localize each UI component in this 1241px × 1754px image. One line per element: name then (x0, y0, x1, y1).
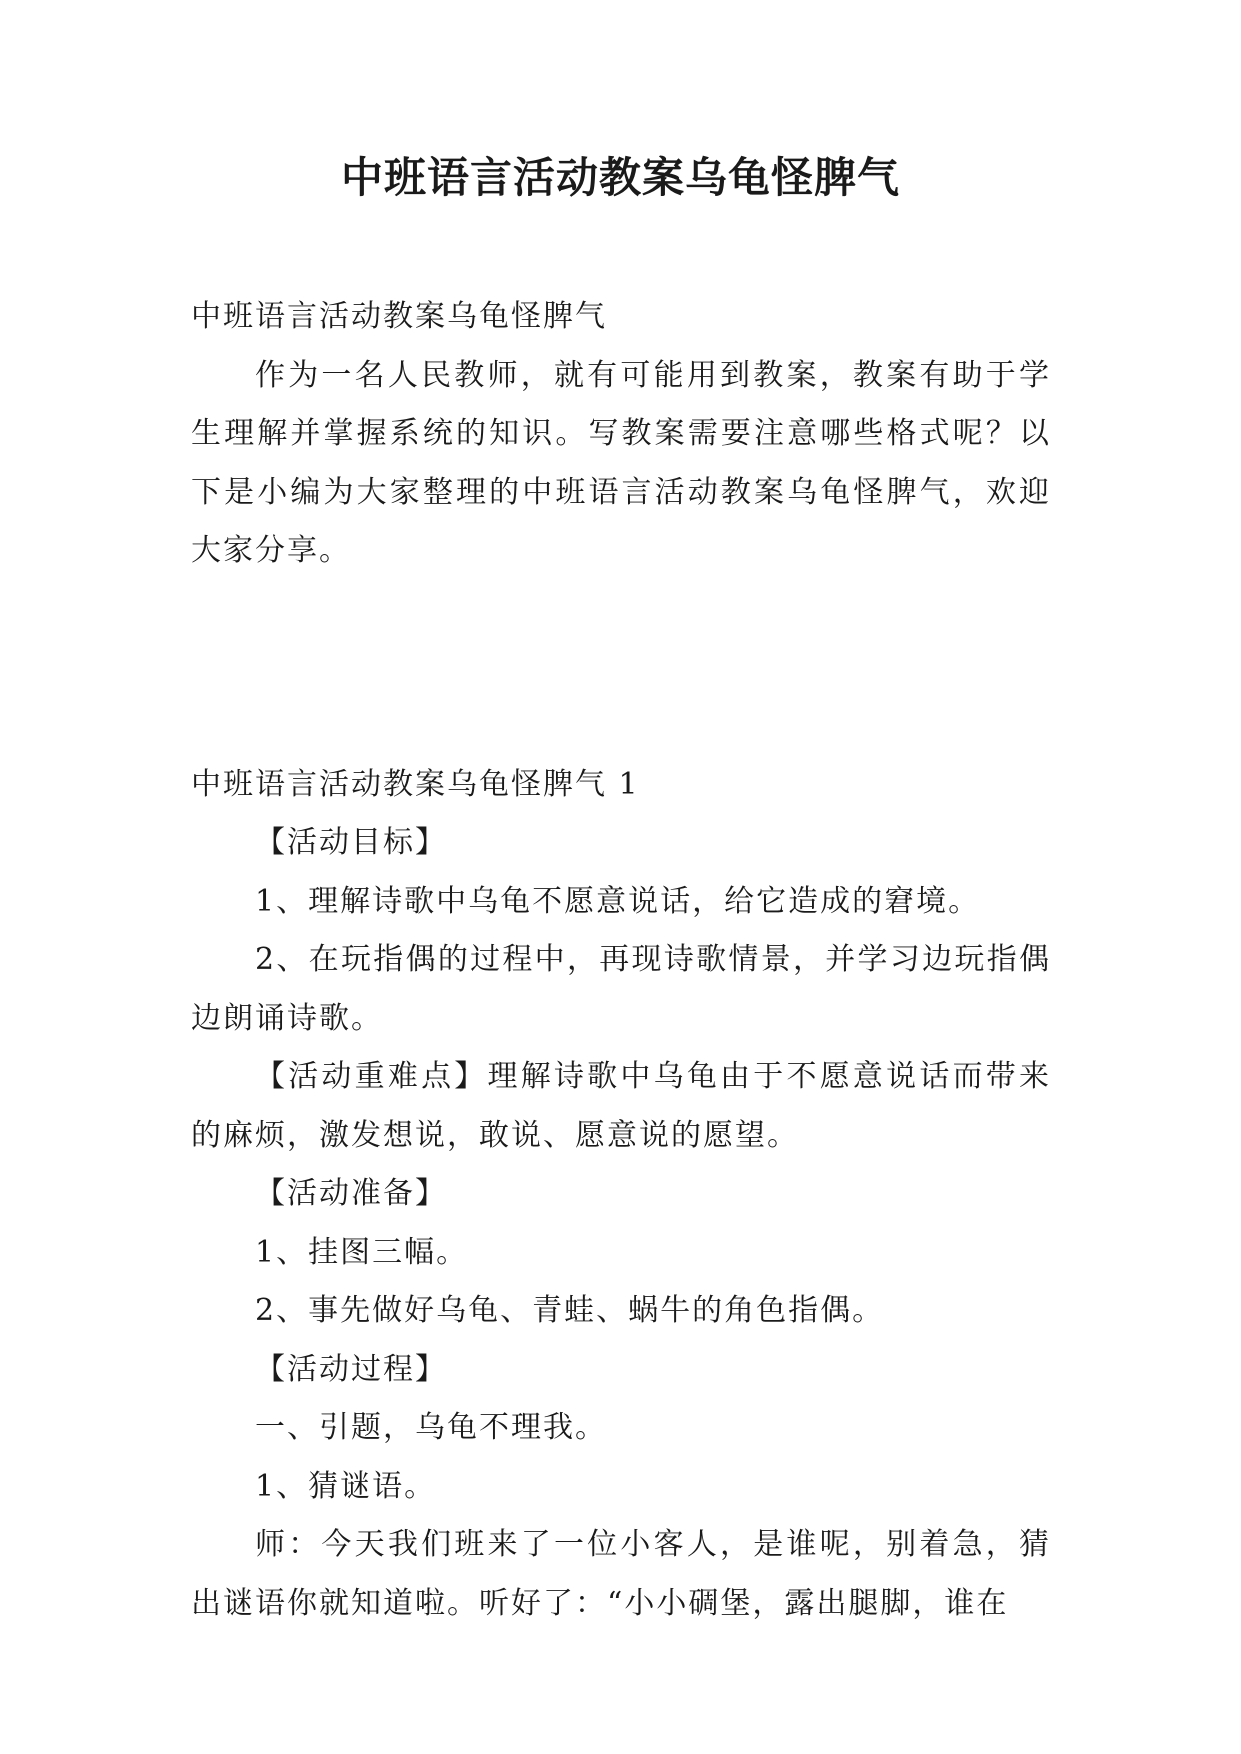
goal-item-1: 1、理解诗歌中乌龟不愿意说话，给它造成的窘境。 (255, 883, 981, 919)
document-subtitle: 中班语言活动教案乌龟怪脾气 (191, 299, 607, 334)
key-difficulty-paragraph: 【活动重难点】理解诗歌中乌龟由于不愿意说话而带来的麻烦，激发想说，敢说、愿意说的愿望。 (191, 1059, 1051, 1153)
heading-activity-process: 【活动过程】 (255, 1351, 447, 1387)
intro-paragraph: 作为一名人民教师，就有可能用到教案，教案有助于学生理解并掌握系统的知识。写教案需要注意哪些格式呢？以下是小编为大家整理的中班语言活动教案乌龟怪脾气，欢迎大家分享。 (191, 357, 1051, 568)
document-title: 中班语言活动教案乌龟怪脾气 (340, 153, 900, 202)
goal-item-2: 2、在玩指偶的过程中，再现诗歌情景，并学习边玩指偶边朗诵诗歌。 (191, 942, 1051, 1036)
process-substep-riddle: 1、猜谜语。 (255, 1468, 437, 1504)
preparation-item-1: 1、挂图三幅。 (255, 1234, 469, 1270)
preparation-item-2: 2、事先做好乌龟、青蛙、蜗牛的角色指偶。 (255, 1293, 885, 1328)
section-spacer (191, 581, 1051, 756)
heading-activity-preparation: 【活动准备】 (255, 1176, 447, 1211)
section-heading: 中班语言活动教案乌龟怪脾气 1 (191, 766, 640, 802)
process-step-1: 一、引题，乌龟不理我。 (255, 1410, 607, 1445)
teacher-dialogue-paragraph: 师：今天我们班来了一位小客人，是谁呢，别着急，猜出谜语你就知道啦。听好了：“小小碉堡，露出腿脚，谁在 (191, 1527, 1051, 1621)
heading-activity-goals: 【活动目标】 (255, 825, 447, 860)
document-body (191, 288, 1051, 1633)
